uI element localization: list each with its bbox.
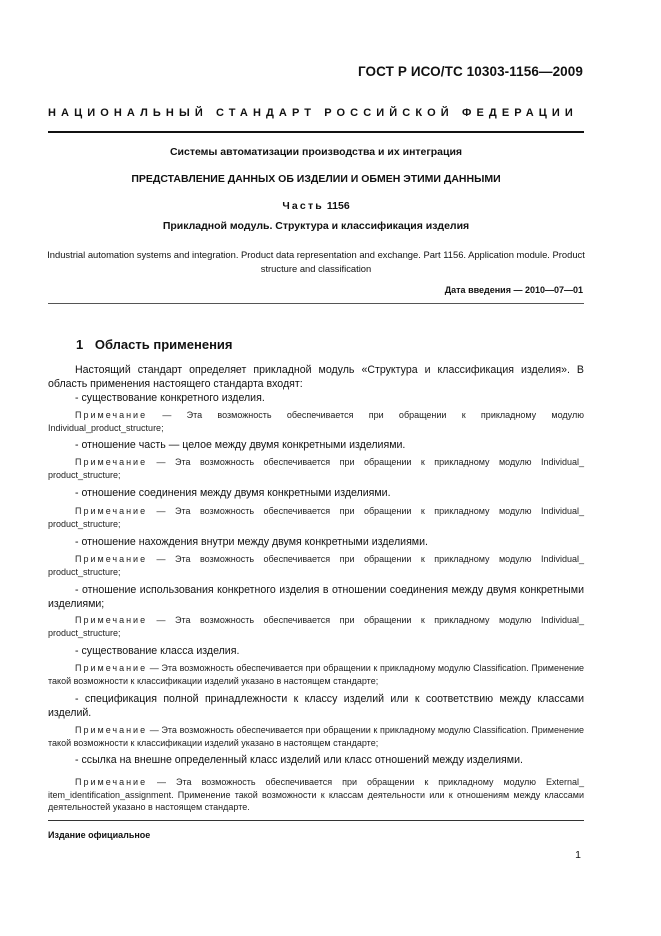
section-heading: [76, 337, 233, 352]
list-item: - существование конкретного изделия.: [75, 392, 265, 404]
note: [48, 662, 584, 687]
part-number: 1156: [326, 200, 350, 212]
introduction-date: Дата введения — 2010—07—01: [444, 285, 583, 295]
note: [48, 409, 584, 434]
title-divider: [48, 303, 584, 304]
note: [48, 553, 584, 578]
subtitle: Прикладной модуль. Структура и классификация изделия: [162, 220, 470, 232]
note-label: Примечание: [75, 663, 148, 673]
list-item: - спецификация полной принадлежности к классу изделий или к соответствию между классами изделий.: [48, 693, 584, 719]
main-title: ПРЕДСТАВЛЕНИЕ ДАННЫХ ОБ ИЗДЕЛИИ И ОБМЕН ЭТИМИ ДАННЫМИ: [131, 173, 501, 185]
section-number: 1: [76, 337, 84, 352]
note-label: Примечание: [75, 457, 148, 467]
section-intro: Настоящий стандарт определяет прикладной модуль «Структура и классификация изделия». В область применения настоящего стандарта входят:: [48, 364, 584, 390]
footer-divider: [48, 820, 584, 821]
note-text: — Эта возможность обеспечивается при обращении к прикладному модулю Individual_ product_structure;: [48, 506, 584, 529]
part-label: [48, 200, 584, 212]
note-text: — Эта возможность обеспечивается при обращении к прикладному модулю Individual_ product_structure;: [48, 554, 584, 577]
note: [48, 614, 584, 639]
note-text: — Эта возможность обеспечивается при обращении к прикладному модулю Classification. Применение такой возможности к классификации изделий указано в настоящем стандарте;: [48, 725, 584, 748]
edition-label: Издание официальное: [48, 830, 151, 840]
note: [48, 505, 584, 530]
note-label: Примечание: [75, 554, 148, 564]
note-text: — Эта возможность обеспечивается при обращении к прикладному модулю Individual_ product_structure;: [48, 615, 584, 638]
note-label: Примечание: [75, 506, 148, 516]
list-item: - ссылка на внешне определенный класс изделий или класс отношений между изделиями.: [75, 754, 523, 766]
list-item: - отношение часть — целое между двумя конкретными изделиями.: [75, 439, 406, 451]
note-label: Примечание: [75, 615, 148, 625]
note-label: Примечание: [75, 410, 148, 420]
part-word: Часть: [282, 200, 324, 212]
note-label: Примечание: [75, 725, 148, 735]
note-text: — Эта возможность обеспечивается при обращении к прикладному модулю Individual_ product_structure;: [48, 457, 584, 480]
page-number: 1: [575, 849, 581, 861]
note-label: Примечание: [75, 777, 148, 787]
english-title: Industrial automation systems and integration. Product data representation and exchange. Part 1156. Application module. Product structure and classification: [47, 249, 585, 274]
list-item: - отношение использования конкретного изделия в отношении соединения между двумя конкретными изделиями;: [48, 584, 584, 610]
note-text: — Эта возможность обеспечивается при обращении к прикладному модулю External_ item_identification_assignment. Применение такой возможности к классам деятельности или к отношениям между классами деятельностей указано в настоящем стандарте.: [48, 777, 584, 812]
standard-number: ГОСТ Р ИСО/ТС 10303-1156—2009: [357, 64, 583, 79]
note: [48, 456, 584, 481]
national-standard-banner: НАЦИОНАЛЬНЫЙ СТАНДАРТ РОССИЙСКОЙ ФЕДЕРАЦИИ: [48, 107, 578, 119]
series-title: Системы автоматизации производства и их интеграция: [169, 146, 463, 158]
note: [48, 776, 584, 814]
section-title: Область применения: [94, 337, 233, 352]
header-divider: [48, 131, 584, 133]
note-text: — Эта возможность обеспечивается при обращении к прикладному модулю Classification. Применение такой возможности к классификации изделий указано в настоящем стандарте;: [48, 663, 584, 686]
note: [48, 724, 584, 749]
list-item: - отношение нахождения внутри между двумя конкретными изделиями.: [75, 536, 428, 548]
note-text: — Эта возможность обеспечивается при обращении к прикладному модулю Individual_product_structure;: [48, 410, 584, 433]
list-item: - отношение соединения между двумя конкретными изделиями.: [75, 487, 391, 499]
list-item: - существование класса изделия.: [75, 645, 240, 657]
